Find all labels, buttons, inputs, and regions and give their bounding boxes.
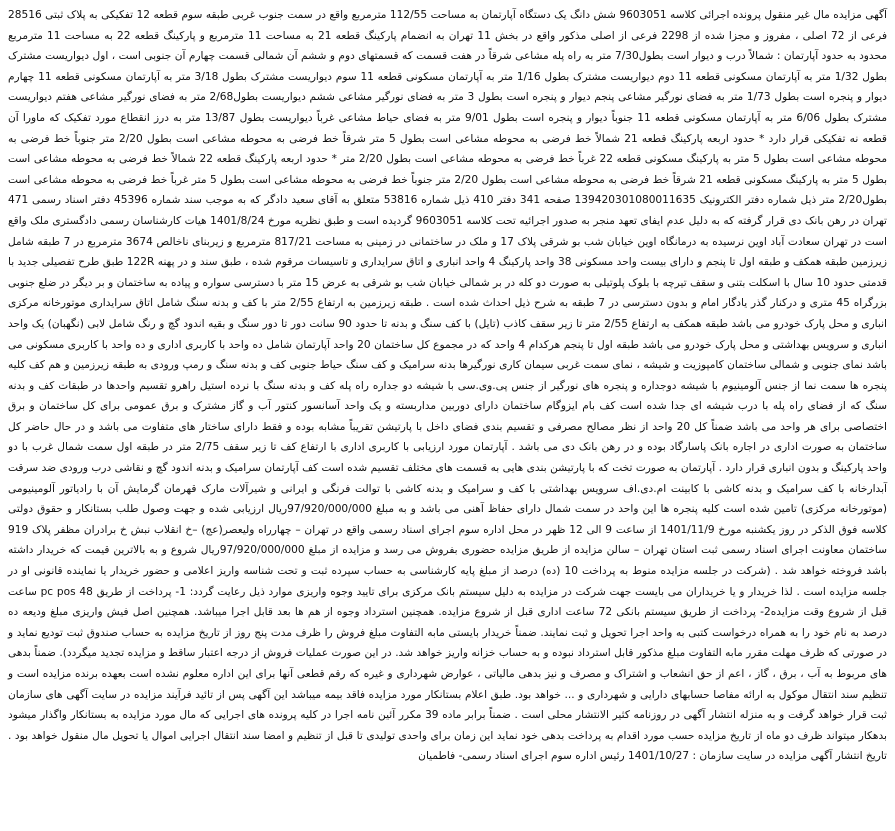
auction-notice-text: آگهی مزایده مال غیر منقول پرونده اجرائی کلاسه 9603051 شش دانگ یک دستگاه آپارتمان به مساحت 112/55 مترمربع واقع در سمت جنوب غربی طبقه سوم قطعه 12 تفکیکی به پلاک ثبتی 28516 فرعی از 72 اصلی ، مفروز و مجزا شده از 2298 فرعی از اصلی مذکور واقع در بخش 11 تهران به انضمام پارکینگ قطعه 21 به مساحت 11 مترمربع و پارکینگ قطعه 22 به مساحت 11 مترمربع محدود به حدود آپارتمان : شمالاً درب و دیوار است بطول7/30 متر به راه پله مشاعی شرقاً در هفت قسمت که قسمتهای دوم و ششم آن شمالی قسمت چهارم آن جنوبی است ، اول دیواریست مشترک بطول 1/32 متر به آپارتمان مسکونی قطعه 11 دوم دیواریست مشترک بطول 1/16 متر به آپارتمان مسکونی قطعه 11 سوم دیواریست مشترک بطول 3/18 متر به آپارتمان مسکونی قطعه 11 چهارم دیوار و پنجره است بطول 1/73 متر به فضای نورگیر مشاعی پنجم دیوار و پنجره است بطول 3 متر به فضای نورگیر مشاعی ششم دیواریست بطول2/68 متر به فضای نورگیر مشاعی هفتم دیواریست مشترک بطول 6/06 متر به آپارتمان مسکونی قطعه 11 جنوباً دیوار و پنجره است بطول 9/01 متر به فضای حیاط مشاعی غرباً دیواریست بطول 13/87 متر به درز انقطاع مورد تفکیک که ماورا آن قطعه نه تفکیکی قرار دارد * حدود اربعه پارکینگ قطعه 21 شمالاً خط فرضی به محوطه مشاعی است بطول 5 متر شرقاً خط فرضی به محوطه مشاعی است بطول 2/20 متر جنوباً خط فرضی به محوطه مشاعی است بطول 5 متر به پارکینگ مسکونی قطعه 22 غرباً خط فرضی به محوطه مشاعی است بطول 2/20 متر * حدود اربعه پارکینگ قطعه 22 شمالاً خط فرضی به محوطه مشاعی است بطول 5 متر به پارکینگ مسکونی قطعه 21 شرقاً خط فرضی به محوطه مشاعی است بطول 2/20 متر جنوباً خط فرضی به محوطه مشاعی است بطول 5 متر غرباً خط فرضی به محوطه مشاعی است بطول2/20 متر ذیل شماره دفتر الکترونیک 139420301080011635 صفحه 341 دفتر 410 ذیل شماره 53816 متعلق به آقای سعید دادگر که به موجب سند شماره 45396 دفتر اسناد رسمی 471 تهران در رهن بانک دی قرار گرفته که به دلیل عدم ایفای تعهد منجر به صدور اجرائیه تحت کلاسه 9603051 گردیده است و طبق نظریه مورخ 1401/8/24 هیات کارشناسان رسمی دادگستری ملک واقع است در تهران سعادت آباد اوین نرسیده به درمانگاه اوین خیابان شب بو شرقی پلاک 17 و ملک در ساختمانی در زمینی به مساحت 817/21 مترمربع و زیربنای ناخالص 3674 مترمربع در 7 طبقه شامل زیرزمین طبقه همکف و طبقه اول تا پنجم و دارای بیست واحد مسکونی 38 واحد پارکینگ 4 واحد انباری و اتاق سرایداری و تاسیسات مرقوم شده ، طبق سند و در پهنه 122R طبق طرح تفصیلی جدید با قدمتی حدود 10 سال با اسکلت بتنی و سقف تیرچه با بلوک پلوتیلی به صورت دو کله در بر شمالی خیابان شب بو شرقی به عرض 15 متر با دسترسی سواره و پیاده به ساختمان و بر دیگر در ضلع جنوبی بزرگراه 45 متری و درکنار گذر یادگار امام و بدون دسترسی در 7 طبقه به شرح ذیل احداث شده است . طبقه زیرزمین به ارتفاع 2/55 متر با کف و بدنه سنگ شامل اتاق سرایداری موتورخانه مرکزی انباری و محل پارک خودرو می باشد طبقه همکف به ارتفاع 2/55 متر تا زیر سقف کاذب (تایل) با کف سنگ و بدنه تا حدود 90 سانت دور تا دور سنگ و بقیه اندود گچ و رنگ شامل لابی (نگهبان) یک واحد انباری و سرویس بهداشتی و محل پارک خودرو می باشد طبقه اول تا پنجم هرکدام 4 واحد که در مجموع کل ساختمان 20 واحد آپارتمان شامل ده واحد با کاربری اداری و ده واحد با کاربری مسکونی می باشد نمای جنوبی و شمالی ساختمان کامپوزیت و شیشه ، نمای سمت غربی سیمان کاری نورگیرها بدنه سرامیک و کف سنگ حیاط جنوبی کف و بدنه سنگ و رمپ ورودی به طبقه زیرزمین و هم کف کلیه پنجره ها سمت نما از جنس آلومینیوم با شیشه دوجداره و پنجره های نورگیر از جنس پی.وی.سی با شیشه دو جداره راه پله کف و بدنه سنگ با نرده استیل راهرو تقسیم واحدها در طبقات کف و بدنه سنگ که از فضای راه پله با درب شیشه ای جدا شده است کف بام ایزوگام ساختمان دارای دوربین مداربسته و یک واحد آسانسور کنتور آب و گاز مشترک و برق عمومی برای کل ساختمان و برق اختصاصی برای هر واحد می باشد ضمناً کل 20 واحد از نظر مصالح مصرفی و تقسیم بندی فضای داخل با پارتیشن تقریباً مشابه بوده و فقط دارای ساختار های متفاوت می باشد و در حال حاضر کل ساختمان به صورت اداری در اجاره بانک پاسارگاد بوده و در رهن بانک دی می باشد . آپارتمان مورد ارزیابی با کاربری اداری با ارتفاع کف تا زیر سقف 2/75 متر در طبقه اول سمت شمال غرب با دو واحد پارکینگ و بدون انباری قرار دارد . آپارتمان به صورت تخت که با پارتیشن بندی هایی به قسمت های مختلف تقسیم شده است کف آپارتمان سرامیک و بدنه اندود گچ و نقاشی درب ورودی ضد سرقت آبدارخانه با کف سرامیک و بدنه کاشی با کابینت ام.دی.اف سرویس بهداشتی با کف و سرامیک و بدنه کاشی با توالت فرنگی و ایرانی و شیرآلات مارک قهرمان گرمایش آن با رادیاتور آلومینیومی (موتورخانه مرکزی) تامین شده است کلیه پنجره ها این واحد در سمت شمال دارای حفاظ آهنی می باشد و به مبلغ 97/920/000/000ریال ارزیابی شده و جهت وصول طلب بستانکار و حقوق دولتی کلاسه فوق الذکر در روز یکشنبه مورخ 1401/11/9 از ساعت 9 الی 12 ظهر در محل اداره سوم اجرای اسناد رسمی واقع در تهران – چهارراه ولیعصر(عج) –خ انقلاب نبش خ برادران مظفر پلاک 919 ساختمان معاونت اجرای اسناد رسمی ثبت استان تهران – سالن مزایده از طریق مزایده حضوری بفروش می رسد و مزایده از مبلغ 97/920/000/000ریال شروع و به بالاترین قیمت که خریدار داشته باشد فروخته خواهد شد . (شرکت در جلسه مزایده منوط به پرداخت 10 (ده) درصد از مبلغ پایه کارشناسی به حساب سپرده ثبت و تحت شناسه واریز اعلامی و حضور خریدار یا نماینده قانونی او در جلسه مزایده است . لذا خریدار و یا خریداران می بایست جهت شرکت در مزایده به دلیل سیستم بانک مرکزی برای تایید وجوه واریزی موارد ذیل رعایت گردد: 1- پرداخت از طریق pc pos 48 ساعت قبل از شروع وقت مزایده2- پرداخت از طریق سیستم بانکی 72 ساعت اداری قبل از شروع مزایده. همچنین استرداد وجوه از هم ها بعد قابل اجرا میباشد. همچنین اصل فیش واریزی مبلغ ودیعه ده درصد به نام خود را به همراه درخواست کتبی به واحد اجرا تحویل و ثبت نمایند. ضمناً خریدار بایستی مابه التفاوت مبلغ فروش را ظرف مدت پنج روز از تاریخ مزایده به حساب صندوق ثبت تودیع نماید و در صورتی که ظرف مهلت مقرر مابه التفاوت مبلغ مذکور قابل استرداد نبوده و به حساب خزانه واریز خواهد شد. در این صورت عملیات فروش از درجه اعتبار ساقط و مزایده تجدید میگردد). ضمناً بدهی های مربوط به آب ، برق ، گاز ، اعم از حق انشعاب و اشتراک و مصرف و نیز بدهی مالیاتی ، عوارض شهرداری و غیره که رقم قطعی آنها برای این اداره معلوم نشده است بعهده برنده مزایده است و تنظیم سند انتقال موکول به ارائه مفاصا حسابهای دارایی و شهرداری و ... خواهد بود. طبق اعلام بستانکار مورد مزایده فاقد بیمه میباشد این آگهی پس از تائید فرآیند مزایده در سایت آگهی های سازمان ثبت قرار خواهد گرفت و به منزله انتشار آگهی در روزنامه کثیر الانتشار محلی است . ضمناً برابر ماده 39 مکرر آئین نامه اجرا در کلیه پرونده های اجرایی که مال مورد مزایده به بستانکار واگذار میشود بدهکار میتواند ظرف دو ماه از تاریخ مزایده حسب مورد اقدام به پرداخت بدهی خود نماید این زمان برای واحدی تولیدی تا قبل از تنظیم و امضا سند انتقال اجرایی اموال یا تحویل مال منقول خواهد بود . تاریخ انتشار آگهی مزایده در سایت سازمان : 1401/10/27 رئیس اداره سوم اجرای اسناد رسمی- فاطمیان [8,9,888,763]
